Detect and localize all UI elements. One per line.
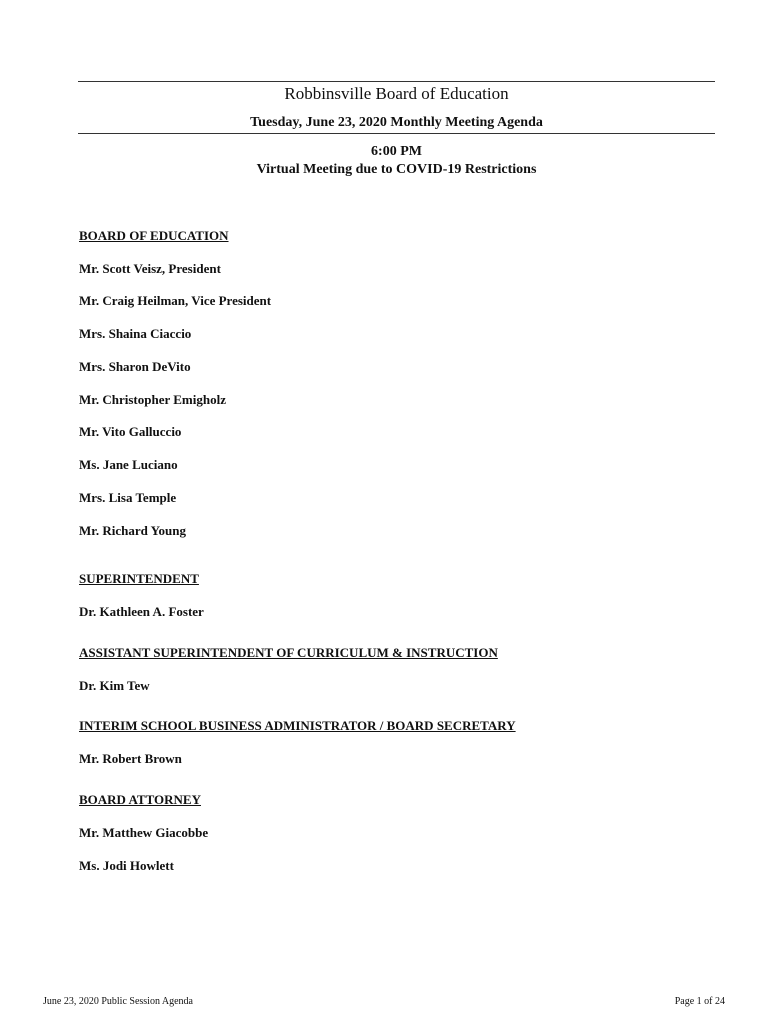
- section-heading-attorney: BOARD ATTORNEY: [79, 792, 201, 807]
- board-member: Ms. Jane Luciano: [79, 457, 178, 472]
- subtitle-rule: [78, 133, 715, 134]
- meeting-time: 6:00 PM: [371, 144, 422, 159]
- section-heading-business-admin: INTERIM SCHOOL BUSINESS ADMINISTRATOR / BOARD SECRETARY: [79, 718, 516, 733]
- superintendent-name: Dr. Kathleen A. Foster: [79, 604, 204, 619]
- document-title: Robbinsville Board of Education: [284, 84, 509, 103]
- board-member: Mr. Christopher Emigholz: [79, 392, 226, 407]
- board-member: Mr. Scott Veisz, President: [79, 261, 221, 276]
- section-heading-superintendent: SUPERINTENDENT: [79, 571, 199, 586]
- top-rule: [78, 81, 715, 82]
- attorney-name: Mr. Matthew Giacobbe: [79, 825, 209, 840]
- board-member: Mrs. Sharon DeVito: [79, 359, 191, 374]
- board-member: Mr. Richard Young: [79, 523, 187, 538]
- meeting-note: Virtual Meeting due to COVID-19 Restrictions: [256, 162, 537, 177]
- section-heading-board: BOARD OF EDUCATION: [79, 228, 229, 243]
- board-member: Mrs. Lisa Temple: [79, 490, 177, 505]
- section-heading-assistant-superintendent: ASSISTANT SUPERINTENDENT OF CURRICULUM & INSTRUCTION: [79, 645, 498, 660]
- board-member: Mrs. Shaina Ciaccio: [79, 326, 192, 341]
- business-admin-name: Mr. Robert Brown: [79, 751, 182, 766]
- meeting-subtitle: Tuesday, June 23, 2020 Monthly Meeting Agenda: [250, 115, 543, 130]
- footer-page-number: Page 1 of 24: [674, 996, 725, 1007]
- board-member: Mr. Craig Heilman, Vice President: [79, 293, 272, 308]
- attorney-name: Ms. Jodi Howlett: [79, 858, 174, 873]
- assistant-superintendent-name: Dr. Kim Tew: [79, 678, 150, 693]
- footer-left: June 23, 2020 Public Session Agenda: [43, 996, 193, 1007]
- board-member: Mr. Vito Galluccio: [79, 424, 182, 439]
